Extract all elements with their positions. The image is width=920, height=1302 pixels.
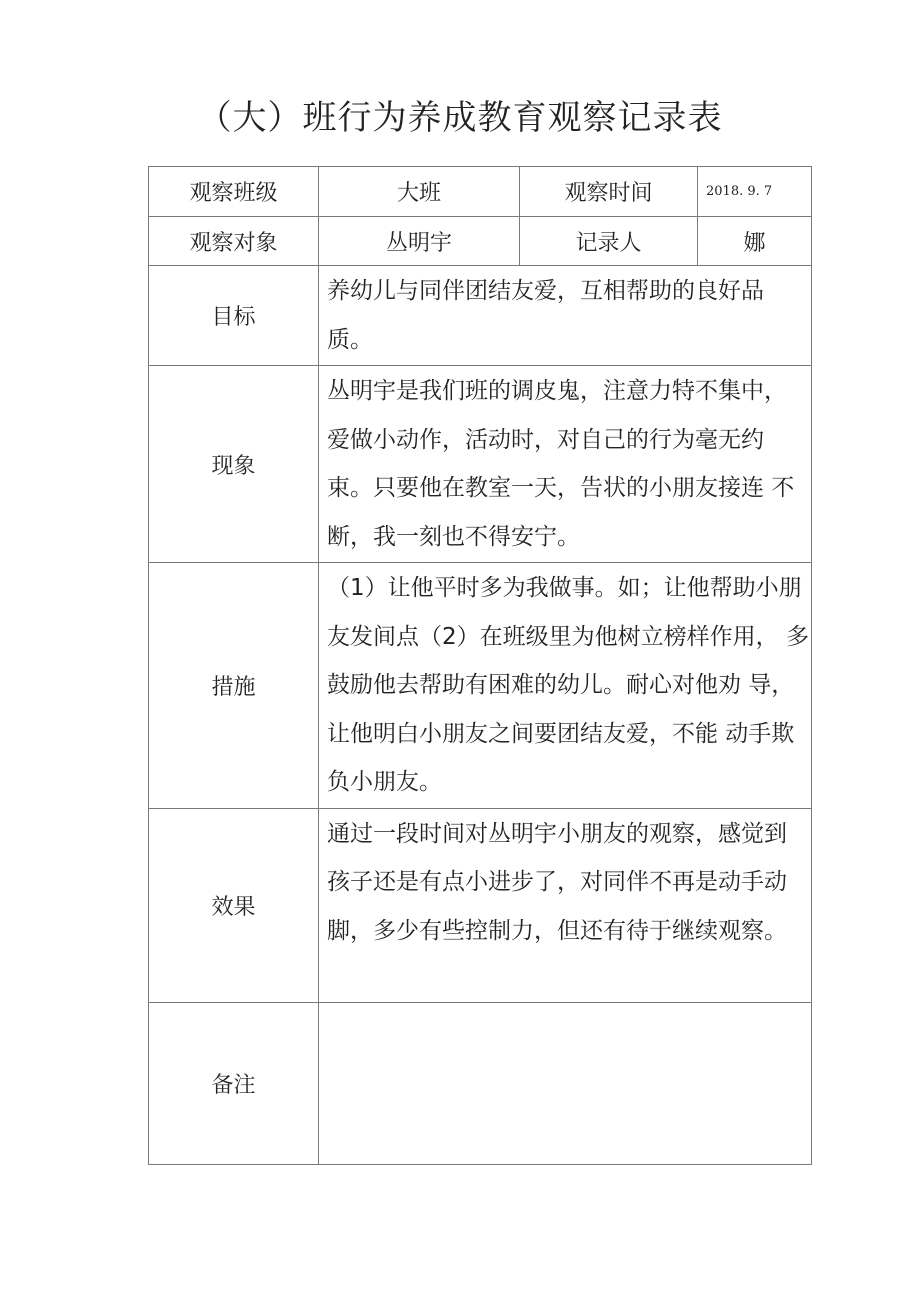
- table-row: [149, 167, 812, 217]
- table-row: [149, 808, 812, 1002]
- subject-value: 丛明宇: [319, 217, 520, 266]
- goal-text: 养幼儿与同伴团结友爱，互相帮助的良好品质。: [319, 266, 812, 366]
- table-row: [149, 563, 812, 809]
- measures-text: （1）让他平时多为我做事。如；让他帮助小朋友发间点（2）在班级里为他树立榜样作用， 多鼓励他去帮助有困难的幼儿。耐心对他劝 导，让他明白小朋友之间要团结友爱，不能 动手欺负小朋友。: [319, 563, 812, 809]
- recorder-label: 记录人: [520, 217, 698, 266]
- subject-label: 观察对象: [149, 217, 319, 266]
- observation-record-table: [148, 166, 812, 1165]
- remarks-text: [319, 1002, 812, 1164]
- effect-label: 效果: [149, 808, 319, 1002]
- measures-label: 措施: [149, 563, 319, 809]
- page-title: （大）班行为养成教育观察记录表: [197, 98, 723, 138]
- time-value: 2018. 9. 7: [698, 167, 812, 217]
- table-row: [149, 366, 812, 563]
- remarks-label: 备注: [149, 1002, 319, 1164]
- effect-text: 通过一段时间对丛明宇小朋友的观察，感觉到孩子还是有点小进步了，对同伴不再是动手动脚，多少有些控制力，但还有待于继续观察。: [319, 808, 812, 1002]
- table-row: [149, 1002, 812, 1164]
- table-row: [149, 266, 812, 366]
- goal-label: 目标: [149, 266, 319, 366]
- phenomenon-text: 丛明宇是我们班的调皮鬼，注意力特不集中， 爱做小动作，活动时，对自己的行为毫无约 束。只要他在教室一天，告状的小朋友接连 不断，我一刻也不得安宁。: [319, 366, 812, 563]
- phenomenon-label: 现象: [149, 366, 319, 563]
- recorder-value: 娜: [698, 217, 812, 266]
- table-row: [149, 217, 812, 266]
- class-label: 观察班级: [149, 167, 319, 217]
- time-label: 观察时间: [520, 167, 698, 217]
- class-value: 大班: [319, 167, 520, 217]
